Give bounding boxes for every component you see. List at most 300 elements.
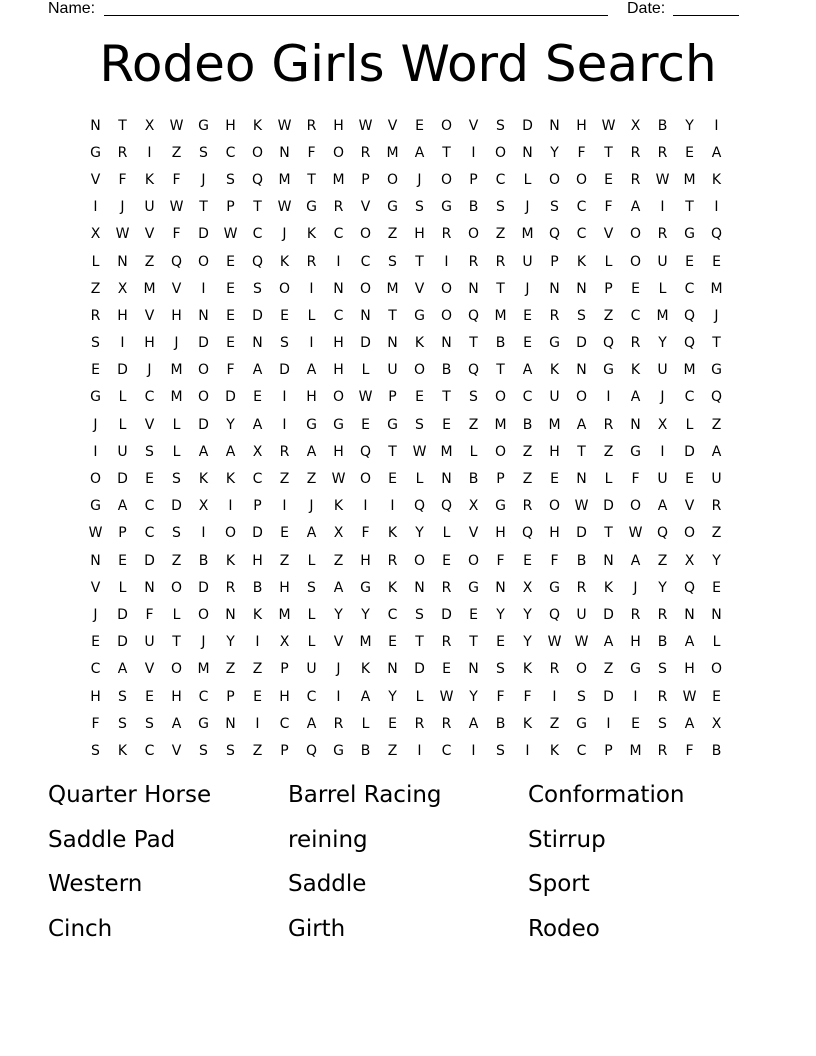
- grid-letter: L: [307, 552, 316, 569]
- grid-letter: J: [336, 661, 341, 678]
- word-list-item: Saddle Pad: [48, 826, 176, 853]
- grid-letter: K: [603, 579, 614, 596]
- grid-letter: S: [415, 606, 424, 623]
- grid-letter: K: [333, 498, 344, 515]
- grid-letter: M: [359, 634, 372, 651]
- grid-letter: W: [655, 171, 670, 188]
- grid-letter: I: [282, 389, 287, 406]
- grid-letter: A: [657, 498, 668, 515]
- date-blank-line: [673, 15, 739, 16]
- grid-letter: M: [440, 443, 453, 460]
- grid-letter: O: [440, 171, 453, 188]
- grid-letter: S: [388, 253, 397, 270]
- grid-letter: N: [225, 606, 236, 623]
- grid-letter: A: [252, 416, 263, 433]
- grid-letter: V: [387, 117, 398, 134]
- grid-letter: I: [336, 688, 341, 705]
- grid-letter: J: [525, 280, 530, 297]
- grid-letter: L: [118, 416, 127, 433]
- grid-letter: T: [118, 117, 127, 134]
- grid-letter: X: [630, 117, 641, 134]
- grid-letter: M: [710, 280, 723, 297]
- grid-letter: O: [494, 389, 507, 406]
- grid-letter: S: [253, 280, 262, 297]
- grid-letter: T: [469, 335, 478, 352]
- grid-letter: K: [117, 742, 128, 759]
- grid-letter: U: [657, 362, 668, 379]
- grid-letter: F: [226, 362, 235, 379]
- grid-letter: Q: [305, 742, 318, 759]
- grid-letter: D: [522, 117, 533, 134]
- grid-letter: P: [280, 742, 289, 759]
- grid-letter: E: [523, 307, 532, 324]
- grid-letter: T: [577, 443, 586, 460]
- grid-letter: E: [226, 253, 235, 270]
- grid-letter: S: [118, 688, 127, 705]
- grid-letter: E: [118, 552, 127, 569]
- grid-letter: S: [577, 688, 586, 705]
- grid-letter: V: [90, 171, 101, 188]
- grid-letter: S: [469, 389, 478, 406]
- grid-letter: Z: [252, 742, 263, 759]
- grid-letter: O: [89, 471, 102, 488]
- grid-row: [82, 737, 730, 764]
- grid-letter: A: [576, 416, 587, 433]
- grid-letter: O: [575, 389, 588, 406]
- grid-letter: H: [684, 661, 695, 678]
- grid-letter: R: [306, 253, 317, 270]
- grid-letter: L: [685, 416, 694, 433]
- grid-letter: A: [684, 715, 695, 732]
- grid-letter: Q: [251, 171, 264, 188]
- grid-letter: L: [118, 389, 127, 406]
- grid-letter: Y: [415, 525, 424, 542]
- grid-letter: W: [277, 117, 292, 134]
- grid-letter: O: [359, 280, 372, 297]
- grid-letter: R: [225, 579, 236, 596]
- grid-letter: U: [117, 443, 128, 460]
- grid-letter: Q: [521, 525, 534, 542]
- grid-letter: C: [576, 742, 587, 759]
- grid-letter: Z: [387, 742, 398, 759]
- grid-letter: V: [360, 199, 371, 216]
- grid-letter: X: [657, 416, 668, 433]
- grid-letter: R: [117, 144, 128, 161]
- grid-letter: R: [657, 144, 668, 161]
- grid-letter: Q: [683, 335, 696, 352]
- grid-letter: Z: [279, 552, 290, 569]
- grid-letter: G: [603, 362, 614, 379]
- grid-letter: V: [468, 117, 479, 134]
- grid-letter: S: [118, 715, 127, 732]
- grid-letter: E: [388, 634, 397, 651]
- grid-letter: L: [712, 634, 721, 651]
- grid-letter: O: [629, 498, 642, 515]
- grid-letter: X: [684, 552, 695, 569]
- grid-letter: R: [333, 715, 344, 732]
- grid-letter: U: [387, 362, 398, 379]
- grid-letter: K: [630, 362, 641, 379]
- grid-letter: E: [415, 389, 424, 406]
- grid-letter: C: [387, 606, 398, 623]
- grid-letter: G: [630, 661, 641, 678]
- grid-letter: S: [145, 715, 154, 732]
- grid-row: [82, 629, 730, 656]
- grid-letter: S: [199, 742, 208, 759]
- grid-letter: H: [549, 443, 560, 460]
- grid-letter: D: [603, 688, 614, 705]
- grid-letter: H: [495, 525, 506, 542]
- grid-letter: V: [144, 307, 155, 324]
- grid-letter: I: [309, 335, 314, 352]
- grid-letter: T: [442, 144, 451, 161]
- grid-letter: I: [633, 688, 638, 705]
- grid-letter: F: [145, 606, 154, 623]
- grid-letter: B: [198, 552, 209, 569]
- grid-letter: B: [657, 634, 668, 651]
- grid-letter: O: [710, 661, 723, 678]
- grid-letter: L: [469, 443, 478, 460]
- date-label: Date:: [627, 0, 666, 17]
- grid-letter: K: [576, 253, 587, 270]
- grid-letter: H: [144, 335, 155, 352]
- grid-letter: G: [333, 416, 344, 433]
- grid-letter: A: [306, 525, 317, 542]
- grid-letter: C: [441, 742, 452, 759]
- grid-letter: B: [657, 117, 668, 134]
- grid-letter: E: [388, 715, 397, 732]
- grid-letter: S: [226, 171, 235, 188]
- grid-letter: C: [576, 226, 587, 243]
- grid-letter: I: [93, 443, 98, 460]
- grid-letter: Q: [710, 226, 723, 243]
- grid-letter: I: [363, 498, 368, 515]
- grid-letter: K: [225, 471, 236, 488]
- grid-letter: N: [279, 144, 290, 161]
- grid-letter: C: [684, 280, 695, 297]
- grid-letter: R: [711, 498, 722, 515]
- grid-letter: G: [90, 389, 101, 406]
- grid-letter: C: [576, 199, 587, 216]
- grid-letter: O: [467, 552, 480, 569]
- grid-letter: U: [657, 471, 668, 488]
- grid-row: [82, 411, 730, 438]
- grid-letter: C: [495, 171, 506, 188]
- word-list-item: Girth: [288, 915, 346, 942]
- grid-letter: A: [522, 362, 533, 379]
- grid-letter: E: [631, 280, 640, 297]
- grid-letter: I: [552, 688, 557, 705]
- grid-letter: O: [494, 144, 507, 161]
- grid-letter: P: [496, 471, 505, 488]
- grid-letter: N: [684, 606, 695, 623]
- grid-letter: F: [496, 552, 505, 569]
- grid-letter: A: [171, 715, 182, 732]
- grid-letter: Y: [523, 606, 532, 623]
- grid-letter: E: [226, 335, 235, 352]
- grid-letter: A: [306, 443, 317, 460]
- grid-letter: Q: [359, 443, 372, 460]
- grid-letter: O: [440, 307, 453, 324]
- grid-letter: Q: [548, 606, 561, 623]
- grid-letter: S: [496, 117, 505, 134]
- grid-letter: A: [630, 199, 641, 216]
- grid-letter: A: [117, 661, 128, 678]
- grid-letter: D: [198, 226, 209, 243]
- grid-letter: I: [471, 144, 476, 161]
- grid-letter: D: [252, 525, 263, 542]
- grid-letter: G: [468, 579, 479, 596]
- grid-letter: N: [441, 471, 452, 488]
- grid-letter: Z: [333, 552, 344, 569]
- grid-letter: G: [630, 443, 641, 460]
- grid-letter: G: [198, 715, 209, 732]
- grid-letter: V: [684, 498, 695, 515]
- grid-letter: N: [387, 661, 398, 678]
- grid-letter: R: [657, 606, 668, 623]
- grid-letter: Q: [170, 253, 183, 270]
- grid-letter: U: [144, 199, 155, 216]
- grid-letter: A: [414, 144, 425, 161]
- grid-letter: S: [550, 199, 559, 216]
- grid-letter: F: [172, 171, 181, 188]
- grid-letter: W: [601, 117, 616, 134]
- grid-letter: H: [279, 688, 290, 705]
- grid-letter: O: [629, 226, 642, 243]
- grid-letter: P: [388, 389, 397, 406]
- grid-letter: A: [603, 634, 614, 651]
- grid-letter: U: [576, 606, 587, 623]
- grid-letter: I: [714, 199, 719, 216]
- word-list-item: Western: [48, 871, 143, 897]
- grid-letter: Y: [226, 634, 235, 651]
- grid-letter: E: [280, 525, 289, 542]
- grid-letter: J: [309, 498, 314, 515]
- grid-letter: F: [523, 688, 532, 705]
- grid-letter: L: [118, 579, 127, 596]
- grid-letter: N: [198, 307, 209, 324]
- grid-letter: C: [684, 389, 695, 406]
- grid-letter: K: [387, 579, 398, 596]
- grid-letter: S: [172, 525, 181, 542]
- grid-letter: D: [603, 498, 614, 515]
- grid-letter: F: [361, 525, 370, 542]
- grid-row: [82, 656, 730, 683]
- grid-letter: E: [442, 552, 451, 569]
- grid-row: [82, 302, 730, 329]
- grid-letter: M: [386, 280, 399, 297]
- grid-letter: G: [90, 144, 101, 161]
- grid-row: [82, 438, 730, 465]
- grid-letter: M: [278, 606, 291, 623]
- grid-letter: T: [496, 280, 505, 297]
- grid-letter: R: [630, 606, 641, 623]
- grid-letter: Z: [171, 144, 182, 161]
- grid-letter: D: [117, 471, 128, 488]
- grid-letter: U: [522, 253, 533, 270]
- grid-letter: Y: [550, 144, 559, 161]
- grid-letter: N: [252, 335, 263, 352]
- grid-letter: N: [549, 117, 560, 134]
- grid-row: [82, 357, 730, 384]
- grid-row: [82, 465, 730, 492]
- grid-letter: S: [415, 199, 424, 216]
- grid-letter: Q: [602, 335, 615, 352]
- grid-letter: C: [279, 715, 290, 732]
- grid-letter: O: [548, 498, 561, 515]
- grid-letter: N: [576, 362, 587, 379]
- grid-letter: Q: [467, 362, 480, 379]
- grid-row: [82, 601, 730, 628]
- grid-letter: G: [333, 742, 344, 759]
- grid-letter: C: [144, 525, 155, 542]
- grid-letter: L: [604, 471, 613, 488]
- grid-letter: J: [282, 226, 287, 243]
- grid-letter: F: [496, 688, 505, 705]
- grid-letter: F: [577, 144, 586, 161]
- grid-letter: O: [332, 144, 345, 161]
- grid-letter: A: [630, 389, 641, 406]
- grid-letter: G: [549, 579, 560, 596]
- grid-row: [82, 166, 730, 193]
- grid-letter: G: [306, 199, 317, 216]
- grid-letter: T: [199, 199, 208, 216]
- grid-letter: H: [333, 335, 344, 352]
- grid-letter: M: [656, 307, 669, 324]
- grid-letter: O: [575, 661, 588, 678]
- word-list-item: Saddle: [288, 871, 367, 897]
- grid-letter: E: [253, 389, 262, 406]
- grid-letter: O: [170, 579, 183, 596]
- grid-letter: Q: [467, 307, 480, 324]
- grid-letter: K: [522, 715, 533, 732]
- grid-letter: H: [306, 389, 317, 406]
- grid-letter: Z: [657, 552, 668, 569]
- grid-letter: C: [252, 226, 263, 243]
- grid-letter: M: [332, 171, 345, 188]
- grid-letter: R: [333, 199, 344, 216]
- grid-letter: J: [147, 362, 152, 379]
- grid-letter: N: [414, 579, 425, 596]
- grid-row: [82, 221, 730, 248]
- grid-letter: R: [549, 661, 560, 678]
- grid-letter: H: [333, 362, 344, 379]
- grid-letter: Z: [171, 552, 182, 569]
- grid-letter: H: [630, 634, 641, 651]
- grid-letter: S: [658, 715, 667, 732]
- grid-letter: H: [252, 552, 263, 569]
- grid-letter: K: [387, 525, 398, 542]
- grid-letter: A: [252, 362, 263, 379]
- grid-letter: T: [442, 389, 451, 406]
- grid-letter: B: [360, 742, 371, 759]
- grid-letter: C: [198, 688, 209, 705]
- grid-letter: K: [252, 117, 263, 134]
- grid-letter: N: [360, 307, 371, 324]
- grid-letter: O: [278, 280, 291, 297]
- grid-letter: E: [604, 171, 613, 188]
- grid-letter: R: [387, 552, 398, 569]
- grid-letter: Z: [225, 661, 236, 678]
- grid-letter: S: [199, 144, 208, 161]
- grid-letter: D: [198, 579, 209, 596]
- grid-row: [82, 683, 730, 710]
- grid-letter: J: [714, 307, 719, 324]
- grid-letter: G: [684, 226, 695, 243]
- grid-letter: Y: [712, 552, 721, 569]
- grid-letter: L: [307, 307, 316, 324]
- grid-letter: O: [170, 661, 183, 678]
- grid-letter: W: [277, 199, 292, 216]
- grid-letter: M: [386, 144, 399, 161]
- grid-letter: S: [226, 742, 235, 759]
- grid-letter: C: [333, 226, 344, 243]
- grid-letter: W: [439, 688, 454, 705]
- grid-letter: J: [660, 389, 665, 406]
- grid-letter: V: [144, 416, 155, 433]
- word-list-item: Stirrup: [528, 826, 606, 853]
- grid-letter: L: [172, 416, 181, 433]
- grid-letter: I: [201, 525, 206, 542]
- grid-letter: Z: [144, 253, 155, 270]
- grid-letter: R: [630, 335, 641, 352]
- grid-letter: O: [197, 253, 210, 270]
- grid-letter: Q: [548, 226, 561, 243]
- grid-row: [82, 139, 730, 166]
- grid-letter: R: [306, 117, 317, 134]
- grid-letter: X: [90, 226, 101, 243]
- grid-letter: R: [630, 144, 641, 161]
- grid-letter: D: [279, 362, 290, 379]
- grid-letter: E: [712, 579, 721, 596]
- grid-letter: E: [91, 362, 100, 379]
- grid-letter: O: [683, 525, 696, 542]
- grid-letter: T: [712, 335, 721, 352]
- grid-letter: V: [468, 525, 479, 542]
- grid-letter: E: [469, 606, 478, 623]
- grid-letter: G: [711, 362, 722, 379]
- grid-letter: L: [307, 606, 316, 623]
- grid-letter: W: [331, 471, 346, 488]
- grid-letter: E: [685, 253, 694, 270]
- grid-letter: T: [172, 634, 181, 651]
- grid-letter: M: [548, 416, 561, 433]
- grid-letter: B: [495, 715, 506, 732]
- grid-letter: A: [711, 144, 722, 161]
- grid-letter: A: [117, 498, 128, 515]
- grid-letter: Y: [658, 335, 667, 352]
- grid-letter: V: [90, 579, 101, 596]
- grid-letter: I: [336, 253, 341, 270]
- grid-letter: X: [198, 498, 209, 515]
- grid-letter: Z: [603, 661, 614, 678]
- grid-letter: M: [683, 362, 696, 379]
- grid-letter: S: [415, 416, 424, 433]
- grid-letter: K: [225, 552, 236, 569]
- grid-letter: T: [307, 171, 316, 188]
- grid-row: [82, 547, 730, 574]
- grid-letter: E: [631, 715, 640, 732]
- grid-letter: U: [144, 634, 155, 651]
- grid-letter: O: [413, 552, 426, 569]
- grid-letter: X: [522, 579, 533, 596]
- grid-letter: N: [144, 579, 155, 596]
- grid-letter: C: [630, 307, 641, 324]
- grid-letter: R: [630, 171, 641, 188]
- grid-letter: Y: [469, 688, 478, 705]
- grid-letter: K: [414, 335, 425, 352]
- grid-letter: T: [604, 525, 613, 542]
